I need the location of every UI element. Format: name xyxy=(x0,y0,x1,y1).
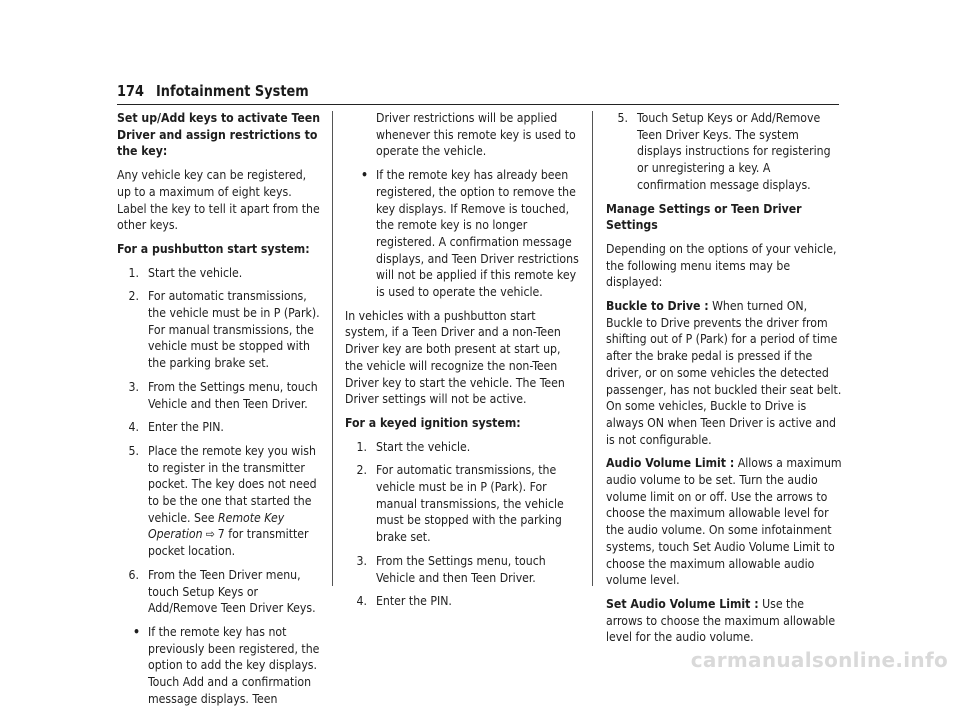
pushbutton-steps xyxy=(117,265,322,617)
intro-paragraph: Any vehicle key can be registered, up to a maximum of eight keys. Label the key to tell it apart from the other keys. xyxy=(117,168,320,233)
list-item: 2. For automatic transmissions, the vehicle must be in P (Park). For manual transmissions, the vehicle must be stopped with the parking brake set. xyxy=(128,289,320,371)
bullet-item: • If the remote key has already been registered, the option to remove the key displays. If Remove is touched, the remote key is no longer registered. A confirmation message displays, and Teen Driver restrictions will not be applied if this remote key is used to operate the vehicle. xyxy=(361,168,579,300)
watermark: carmanualsonline.info xyxy=(690,648,948,672)
page-header xyxy=(117,82,738,104)
list-item: 5. Touch Setup Keys or Add/Remove Teen Driver Keys. The system displays instructions for registering or unregistering a key. A confirmation message displays. xyxy=(617,111,831,192)
setting-buckle-to-drive: Buckle to Drive : When turned ON, Buckle to Drive prevents the driver from shifting out of P (Park) for a period of time after the brake pedal is pressed if the driver, or on some vehicles the detected passenger, has not buckled their seat belt. On some vehicles, Buckle to Drive is always ON when Teen Driver is active and is not configurable. xyxy=(606,299,842,447)
list-item: 3. From the Settings menu, touch Vehicle and then Teen Driver. xyxy=(128,379,318,411)
manage-settings-intro: Depending on the options of your vehicle, the following menu items may be displayed: xyxy=(606,241,837,290)
list-item: 4. Enter the PIN. xyxy=(356,594,452,609)
list-item: 6. From the Teen Driver menu, touch Setup Keys or Add/Remove Teen Driver Keys. xyxy=(128,567,316,616)
page-number: 174 xyxy=(117,82,144,100)
list-item: 3. From the Settings menu, touch Vehicle and then Teen Driver. xyxy=(356,553,546,585)
column-divider xyxy=(332,111,333,586)
bullet-item: • If the remote key has not previously been registered, the option to add the key displays. Touch Add and a confirmation message displays. Teen xyxy=(133,624,320,706)
list-item: 2. For automatic transmissions, the vehicle must be in P (Park). For manual transmissions, the vehicle must be stopped with the parking brake set. xyxy=(356,463,564,545)
column-left xyxy=(117,110,322,715)
remote-key-operation-link[interactable]: Remote Key Operation xyxy=(148,510,285,542)
page-reference[interactable]: 7 xyxy=(217,527,225,542)
list-item: 5. Place the remote key you wish to register in the transmitter pocket. The key does not need to be the one that started the vehicle. See Remote Key Operation ⇨ 7 for transmitter pocket location. xyxy=(128,443,317,559)
column-middle xyxy=(345,110,580,617)
setup-keys-heading: Set up/Add keys to activate Teen Driver and assign restrictions to the key: xyxy=(117,111,321,159)
setting-audio-volume-limit: Audio Volume Limit : Allows a maximum audio volume to be set. Turn the audio volume limit on or off. Use the arrows to choose the maximum allowable level for the audio volume. On some infotainment systems, touch Set Audio Volume Limit to choose the maximum allowable audio volume level. xyxy=(606,456,842,588)
pushbutton-heading: For a pushbutton start system: xyxy=(117,241,310,256)
bullet-continuation: Driver restrictions will be applied whenever this remote key is used to operate the vehicle. xyxy=(376,111,576,159)
column-divider xyxy=(592,111,593,586)
section-title: Infotainment System xyxy=(155,82,309,100)
keyed-steps-continued xyxy=(606,110,842,194)
manage-settings-heading: Manage Settings or Teen Driver Settings xyxy=(606,201,802,233)
list-item: 4. Enter the PIN. xyxy=(128,420,224,435)
keyed-steps xyxy=(345,439,580,610)
keyed-ignition-heading: For a keyed ignition system: xyxy=(345,415,521,430)
setting-set-audio-volume-limit: Set Audio Volume Limit : Use the arrows to choose the maximum allowable level for the audio volume. xyxy=(606,596,836,645)
column-right xyxy=(606,110,842,653)
list-item: 1. Start the vehicle. xyxy=(356,439,471,454)
header-rule xyxy=(117,104,839,105)
pushbutton-note: In vehicles with a pushbutton start system, if a Teen Driver and a non-Teen Driver key are both present at start up, the vehicle will recognize the non-Teen Driver key to start the vehicle. The Teen Driver settings will not be active. xyxy=(345,308,565,407)
bullet-icon: • xyxy=(361,168,369,183)
bullet-icon: • xyxy=(133,624,141,639)
list-item: 1. Start the vehicle. xyxy=(128,265,243,280)
page-reference-arrow-icon: ⇨ xyxy=(205,527,215,542)
